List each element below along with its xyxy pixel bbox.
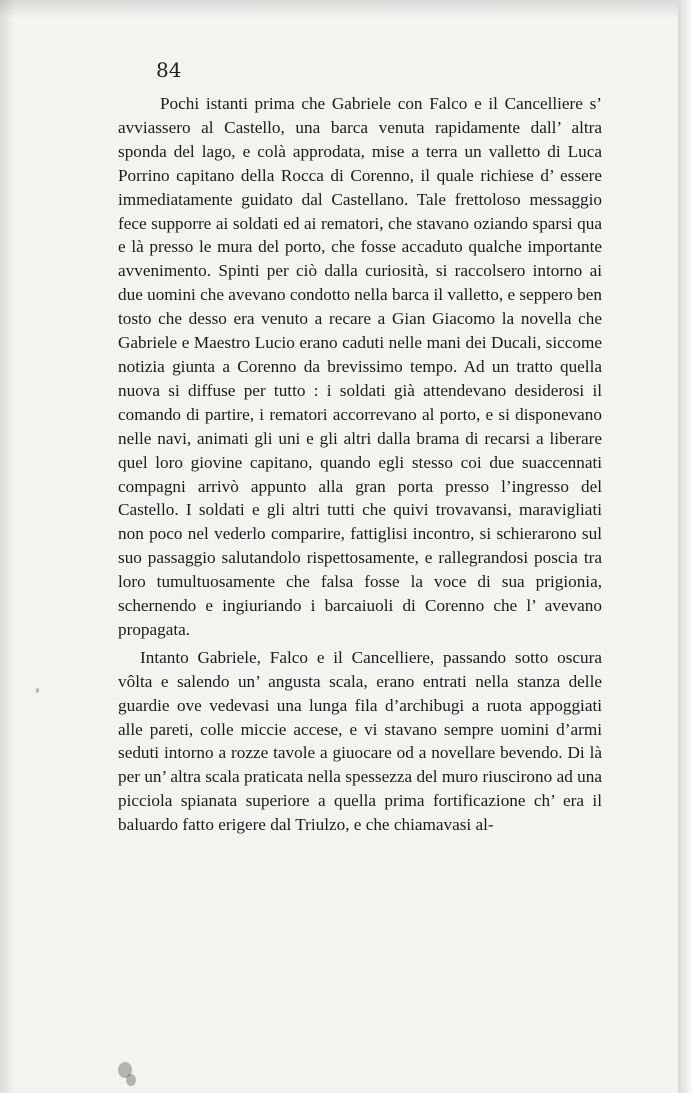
page-edge-shadow: [678, 0, 700, 1093]
paragraph-2: Intanto Gabriele, Falco e il Cancelliere, passando sotto oscura vôlta e salendo un’ angusta scala, erano entrati nella stanza delle guardie ove vedevasi una lunga fila d’archibugi a ruota appoggiati alle pareti, colle miccie accese, e vi stavano sempre uomini d’armi seduti intorno a rozze tavole a giuocare od a novellare bevendo. Di là per un’ altra scala praticata nella spessezza del muro riuscirono ad una picciola spianata superiore a quella prima fortificazione ch’ era il baluardo fatto erigere dal Triulzo, e che chiamavasi al-: [118, 647, 602, 835]
body-text: [118, 92, 602, 837]
page-number: 84: [156, 58, 182, 82]
ink-spot: [126, 1074, 136, 1086]
paragraph-1: Pochi istanti prima che Gabriele con Falco e il Cancelliere s’ avviassero al Castello, una barca venuta rapidamente dall’ altra sponda del lago, e colà approdata, mise a terra un valletto di Luca Porrino capitano della Rocca di Corenno, il quale richiese d’ essere immediatamente guidato dal Castellano. Tale frettoloso messaggio fece supporre ai soldati ed ai rematori, che stavano oziando sparsi qua e là presso le mura del porto, che fosse accaduto qualche importante avvenimento. Spinti per ciò dalla curiosità, si raccolsero intorno ai due uomini che avevano condotto nella barca il valletto, e seppero ben tosto che desso era venuto a recare a Gian Giacomo la novella che Gabriele e Maestro Lucio erano caduti nelle mani dei Ducali, siccome notizia giunta a Corenno da brevissimo tempo. Ad un tratto quella nuova si diffuse per tutto : i soldati già attendevano desiderosi il comando di partire, i rematori accorrevano al porto, e si disponevano nelle navi, animati gli uni e gli altri dalla brama di recarsi a liberare quel loro giovine capitano, quando egli stesso coi due suaccennati compagni arrivò appunto alla gran porta presso l’ingresso del Castello. I soldati e gli altri tutti che quivi trovavansi, maravigliati non poco nel vederlo comparire, fattiglisi incontro, si schierarono sul suo passaggio salutandolo rispettosamente, e rallegrandosi poscia tra loro tumultuosamente che falsa fosse la voce di sua prigionia, schernendo e ingiuriando i barcaiuoli di Corenno che l’ avevano propagata.: [118, 94, 602, 639]
ink-spot: [36, 688, 39, 693]
